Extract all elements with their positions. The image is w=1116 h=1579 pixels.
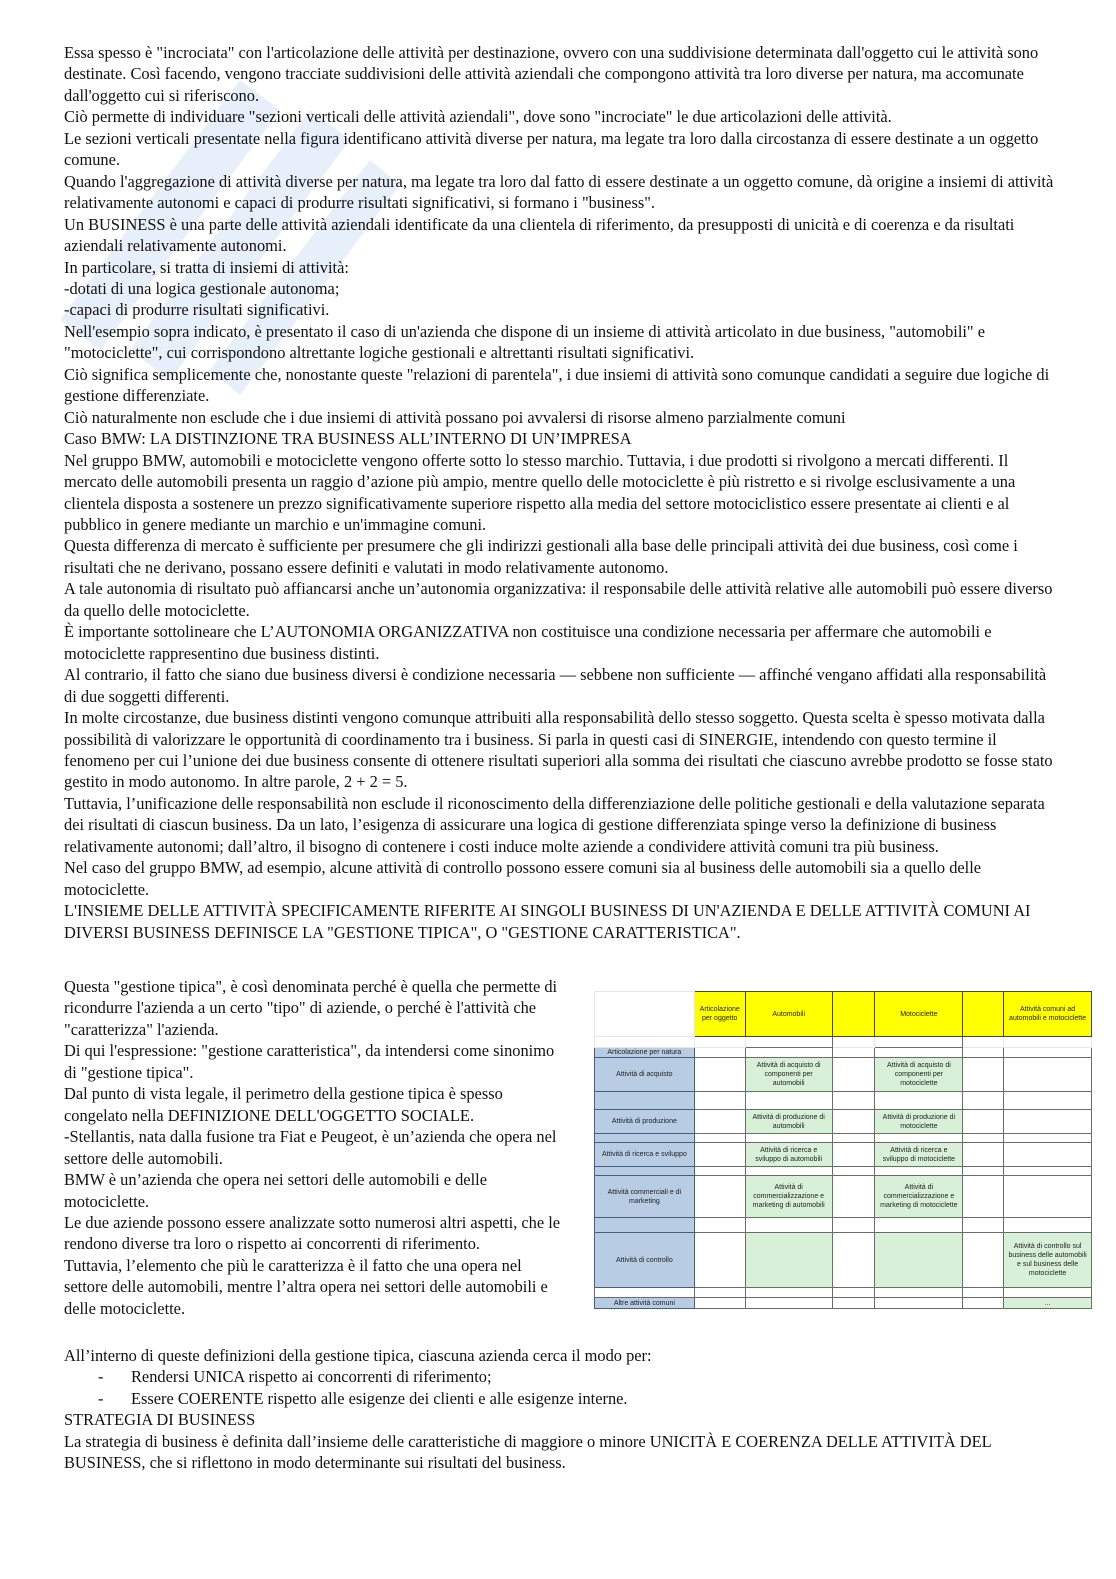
table-cell <box>832 1048 875 1058</box>
table-cell <box>832 992 875 1037</box>
activities-matrix-figure <box>594 991 1092 1315</box>
cell-commerciali-automobili: Attività di commercializzazione e marketing di automobili <box>745 1176 832 1218</box>
table-cell <box>745 1037 832 1048</box>
table-row <box>595 1218 1092 1233</box>
table-cell <box>745 1233 832 1288</box>
body-text-bottom <box>64 1345 1054 1474</box>
paragraph: Di qui l'espressione: "gestione caratteristica", da intendersi come sinonimo di "gestione tipica". <box>64 1041 555 1082</box>
paragraph: In particolare, si tratta di insiemi di attività: <box>64 257 349 277</box>
paragraph: Quando l'aggregazione di attività diverse per natura, ma legate tra loro dal fatto di essere destinate a un oggetto comune, dà origine a insiemi di attività relativamente autonomi e capaci di produrre risultati significativi, si formano i "business". <box>64 171 1054 213</box>
table-cell <box>694 1037 745 1048</box>
table-cell <box>595 1092 695 1110</box>
table-cell <box>745 1092 832 1110</box>
table-cell <box>1004 1218 1092 1233</box>
paragraph: Nel gruppo BMW, automobili e motociclette vengono offerte sotto lo stesso marchio. Tuttavia, i due prodotti si rivolgono a mercati differenti. Il mercato delle automobili presenta un raggio d’azione più ampio, mentre quello delle motociclette è più ristretto e si rivolge esclusivamente a una clientela disposta a sostenere un prezzo significativamente superiore rispetto alla media del settore motociclistico essere presentate ai clienti e al pubblico in genere mediante un marchio e un'immagine comuni. <box>64 450 1016 534</box>
cell-controllo-comuni: Attività di controllo sul business delle automobili e sul business delle motociclette <box>1004 1233 1092 1288</box>
paragraph: Tuttavia, l’unificazione delle responsabilità non esclude il riconoscimento della differenziazione delle politiche gestionali e della valutazione separata dei risultati di ciascun business. Da un lato, l’esigenza di assicurare una logica di gestione differenziata spinge verso la definizione di business relativamente autonomi; dall’altro, il bisogno di contenere i costi induce molte aziende a condividere attività comuni tra più business. <box>64 793 1045 856</box>
table-cell <box>963 1218 1004 1233</box>
header-attivita-comuni: Attività comuni ad automobili e motociclette <box>1004 992 1092 1037</box>
table-cell <box>1004 1037 1092 1048</box>
table-row <box>595 1288 1092 1298</box>
paragraph: Questa "gestione tipica", è così denominata perché è quella che permette di ricondurre l'azienda a un certo "tipo" di aziende, o perché è l'attività che "caratterizza" l'azienda. <box>64 977 558 1039</box>
table-cell <box>832 1167 875 1176</box>
table-cell <box>832 1176 875 1218</box>
row-label-ricerca: Attività di ricerca e sviluppo <box>595 1143 695 1167</box>
table-cell <box>875 1037 963 1048</box>
table-row <box>595 1110 1092 1134</box>
cell-ricerca-automobili: Attività di ricerca e sviluppo di automobili <box>745 1143 832 1167</box>
table-cell <box>832 1092 875 1110</box>
table-cell <box>963 1110 1004 1134</box>
table-cell <box>694 1143 745 1167</box>
row-label-commerciali: Attività commerciali e di marketing <box>595 1176 695 1218</box>
table-cell <box>875 1288 963 1298</box>
paragraph: Ciò significa semplicemente che, nonostante queste "relazioni di parentela", i due insiemi di attività sono comunque candidati a seguire due logiche di gestione differenziate. <box>64 364 1050 406</box>
row-label-altre: Altre attività comuni <box>595 1298 695 1309</box>
table-cell <box>875 1134 963 1143</box>
header-automobili: Automobili <box>745 992 832 1037</box>
cell-produzione-motociclette: Attività di produzione di motociclette <box>875 1110 963 1134</box>
table-cell <box>832 1288 875 1298</box>
table-cell <box>832 1143 875 1167</box>
body-text-top <box>64 42 1054 943</box>
list-line: -capaci di produrre risultati significativi. <box>64 300 330 320</box>
table-cell <box>832 1110 875 1134</box>
table-cell <box>875 1298 963 1309</box>
table-cell <box>1004 1058 1092 1092</box>
row-label-controllo: Attività di controllo <box>595 1233 695 1288</box>
table-cell <box>694 1092 745 1110</box>
paragraph: All’interno di queste definizioni della gestione tipica, ciascuna azienda cerca il modo per: <box>64 1346 652 1365</box>
table-row <box>595 1176 1092 1218</box>
table-cell <box>595 992 695 1037</box>
table-row <box>595 1167 1092 1176</box>
paragraph: BMW è un’azienda che opera nei settori delle automobili e delle motociclette. <box>64 1170 487 1211</box>
table-cell <box>832 1058 875 1092</box>
table-cell <box>963 1288 1004 1298</box>
paragraph-uppercase: L'INSIEME DELLE ATTIVITÀ SPECIFICAMENTE RIFERITE AI SINGOLI BUSINESS DI UN'AZIENDA E DELLE ATTIVITÀ COMUNI AI DIVERSI BUSINESS DEFINISCE LA "GESTIONE TIPICA", O "GESTIONE CARATTERISTICA". <box>64 901 1031 942</box>
table-row <box>595 1143 1092 1167</box>
header-articolazione-natura: Articolazione per natura <box>595 1048 695 1058</box>
table-cell <box>963 1092 1004 1110</box>
paragraph: Nel caso del gruppo BMW, ad esempio, alcune attività di controllo possono essere comuni sia al business delle automobili sia a quello delle motociclette. <box>64 858 982 899</box>
cell-commerciali-motociclette: Attività di commercializzazione e marketing di motociclette <box>875 1176 963 1218</box>
row-label-acquisto: Attività di acquisto <box>595 1058 695 1092</box>
bullet-item: - Essere COERENTE rispetto alle esigenze dei clienti e alle esigenze interne. <box>98 1388 628 1408</box>
paragraph: A tale autonomia di risultato può affiancarsi anche un’autonomia organizzativa: il responsabile delle attività relative alle automobili può essere diverso da quello delle motociclette. <box>64 579 1053 620</box>
table-cell <box>595 1037 695 1048</box>
table-row <box>595 1092 1092 1110</box>
paragraph: Ciò permette di individuare "sezioni verticali delle attività aziendali", dove sono "incrociate" le due articolazioni delle attività. <box>64 107 892 127</box>
table-cell <box>694 1176 745 1218</box>
table-cell <box>745 1048 832 1058</box>
cell-acquisto-automobili: Attività di acquisto di componenti per automobili <box>745 1058 832 1092</box>
cell-altre-comuni: ... <box>1004 1298 1092 1309</box>
table-cell <box>963 1058 1004 1092</box>
bullet-item: - Rendersi UNICA rispetto ai concorrenti di riferimento; <box>98 1367 492 1387</box>
cell-produzione-automobili: Attività di produzione di automobili <box>745 1110 832 1134</box>
paragraph: In molte circostanze, due business distinti vengono comunque attribuiti alla responsabilità dello stesso soggetto. Questa scelta è spesso motivata dalla possibilità di valorizzare le opportunità di coordinamento tra i business. Si parla in questi casi di SINERGIE, intendendo con questo termine il fenomeno per cui l’unione dei due business consente di ottenere risultati superiori alla somma dei risultati che ciascuno avrebbe prodotto se fosse stato gestito in modo autonomo. In altre parole, 2 + 2 = 5. <box>64 708 1053 792</box>
table-cell <box>595 1218 695 1233</box>
table-cell <box>963 1134 1004 1143</box>
header-motociclette: Motociclette <box>875 992 963 1037</box>
table-cell <box>1004 1143 1092 1167</box>
table-cell <box>1004 1288 1092 1298</box>
paragraph: Le sezioni verticali presentate nella figura identificano attività diverse per natura, ma legate tra loro dalla circostanza di essere destinate a un oggetto comune. <box>64 128 1039 170</box>
table-cell <box>832 1218 875 1233</box>
table-cell <box>875 1233 963 1288</box>
table-cell <box>694 1048 745 1058</box>
cell-acquisto-motociclette: Attività di acquisto di componenti per motociclette <box>875 1058 963 1092</box>
table-cell <box>595 1167 695 1176</box>
paragraph: Questa differenza di mercato è sufficiente per presumere che gli indirizzi gestionali alla base delle principali attività dei due business, così come i risultati che ne derivano, possano essere definiti e valutati in modo relativamente autonomo. <box>64 536 1018 577</box>
table-cell <box>694 1298 745 1309</box>
paragraph: Essa spesso è "incrociata" con l'articolazione delle attività per destinazione, ovvero con una suddivisione determinata dall'oggetto cui le attività sono destinate. Così facendo, vengono tracciate suddivisioni delle attività aziendali che compongono attività tra loro diverse per natura, ma accomunate dall'oggetto cui si riferiscono. <box>64 43 1039 105</box>
table-cell <box>694 1218 745 1233</box>
section-heading-strategy: STRATEGIA DI BUSINESS <box>64 1410 256 1430</box>
paragraph: Le due aziende possono essere analizzate sotto numerosi altri aspetti, che le rendono diverse tra loro o rispetto ai concorrenti di riferimento. <box>64 1212 561 1254</box>
table-row <box>595 1233 1092 1288</box>
paragraph: Tuttavia, l’elemento che più le caratterizza è il fatto che una opera nel settore delle automobili, mentre l’altra opera nei settori delle automobili e delle motociclette. <box>64 1255 548 1318</box>
table-row <box>595 1058 1092 1092</box>
table-cell <box>963 1048 1004 1058</box>
table-cell <box>875 1048 963 1058</box>
table-cell <box>745 1218 832 1233</box>
table-row <box>595 1298 1092 1309</box>
table-cell <box>963 1143 1004 1167</box>
paragraph: Dal punto di vista legale, il perimetro della gestione tipica è spesso congelato nella DEFINIZIONE DELL'OGGETTO SOCIALE. <box>64 1084 503 1125</box>
table-cell <box>1004 1176 1092 1218</box>
paragraph: Nell'esempio sopra indicato, è presentato il caso di un'azienda che dispone di un insieme di attività articolato in due business, "automobili" e "motociclette", cui corrispondono altrettante logiche gestionali e altrettanti risultati significativi. <box>64 321 985 363</box>
activities-matrix-table <box>594 991 1092 1309</box>
table-cell <box>1004 1092 1092 1110</box>
table-cell <box>745 1134 832 1143</box>
table-cell <box>832 1233 875 1288</box>
table-cell <box>875 1218 963 1233</box>
table-cell <box>745 1167 832 1176</box>
header-destinazione: Articolazione per oggetto <box>694 992 745 1037</box>
table-cell <box>694 1110 745 1134</box>
table-cell <box>963 992 1004 1037</box>
definition-business: Un BUSINESS è una parte delle attività aziendali identificate da una clientela di riferimento, da presupposti di unicità e di coerenza e da risultati aziendali relativamente autonomi. <box>64 214 1015 256</box>
table-cell <box>694 1167 745 1176</box>
list-line: -dotati di una logica gestionale autonoma; <box>64 278 340 298</box>
table-cell <box>963 1298 1004 1309</box>
table-cell <box>1004 1134 1092 1143</box>
table-cell <box>875 1167 963 1176</box>
table-cell <box>745 1288 832 1298</box>
table-cell <box>694 1058 745 1092</box>
cell-ricerca-motociclette: Attività di ricerca e sviluppo di motociclette <box>875 1143 963 1167</box>
table-cell <box>963 1167 1004 1176</box>
table-cell <box>1004 1110 1092 1134</box>
table-row <box>595 992 1092 1037</box>
table-cell <box>832 1037 875 1048</box>
table-row <box>595 1048 1092 1058</box>
table-cell <box>694 1134 745 1143</box>
table-cell <box>694 1233 745 1288</box>
paragraph: È importante sottolineare che L’AUTONOMIA ORGANIZZATIVA non costituisce una condizione necessaria per affermare che automobili e motociclette rappresentino due business distinti. <box>64 622 992 663</box>
table-cell <box>832 1134 875 1143</box>
table-row <box>595 1037 1092 1048</box>
table-cell <box>875 1092 963 1110</box>
paragraph: Ciò naturalmente non esclude che i due insiemi di attività possano poi avvalersi di risorse almeno parzialmente comuni <box>64 407 846 427</box>
body-text-wrapped <box>64 976 564 1319</box>
paragraph: Al contrario, il fatto che siano due business diversi è condizione necessaria — sebbene non sufficiente — affinché vengano affidati alla responsabilità di due soggetti differenti. <box>64 665 1047 706</box>
table-cell <box>963 1233 1004 1288</box>
table-cell <box>832 1298 875 1309</box>
table-cell <box>1004 1048 1092 1058</box>
section-heading-bmw: Caso BMW: LA DISTINZIONE TRA BUSINESS ALL’INTERNO DI UN’IMPRESA <box>64 429 632 449</box>
table-row <box>595 1134 1092 1143</box>
table-cell <box>963 1037 1004 1048</box>
table-cell <box>595 1134 695 1143</box>
table-cell <box>694 1288 745 1298</box>
table-cell <box>595 1288 695 1298</box>
row-label-produzione: Attività di produzione <box>595 1110 695 1134</box>
table-cell <box>1004 1167 1092 1176</box>
paragraph: La strategia di business è definita dall’insieme delle caratteristiche di maggiore o minore UNICITÀ E COERENZA DELLE ATTIVITÀ DEL BUSINESS, che si riflettono in modo determinante sui risultati del business. <box>64 1431 992 1473</box>
table-cell <box>745 1298 832 1309</box>
paragraph: -Stellantis, nata dalla fusione tra Fiat e Peugeot, è un’azienda che opera nel settore delle automobili. <box>64 1127 557 1168</box>
table-cell <box>963 1176 1004 1218</box>
